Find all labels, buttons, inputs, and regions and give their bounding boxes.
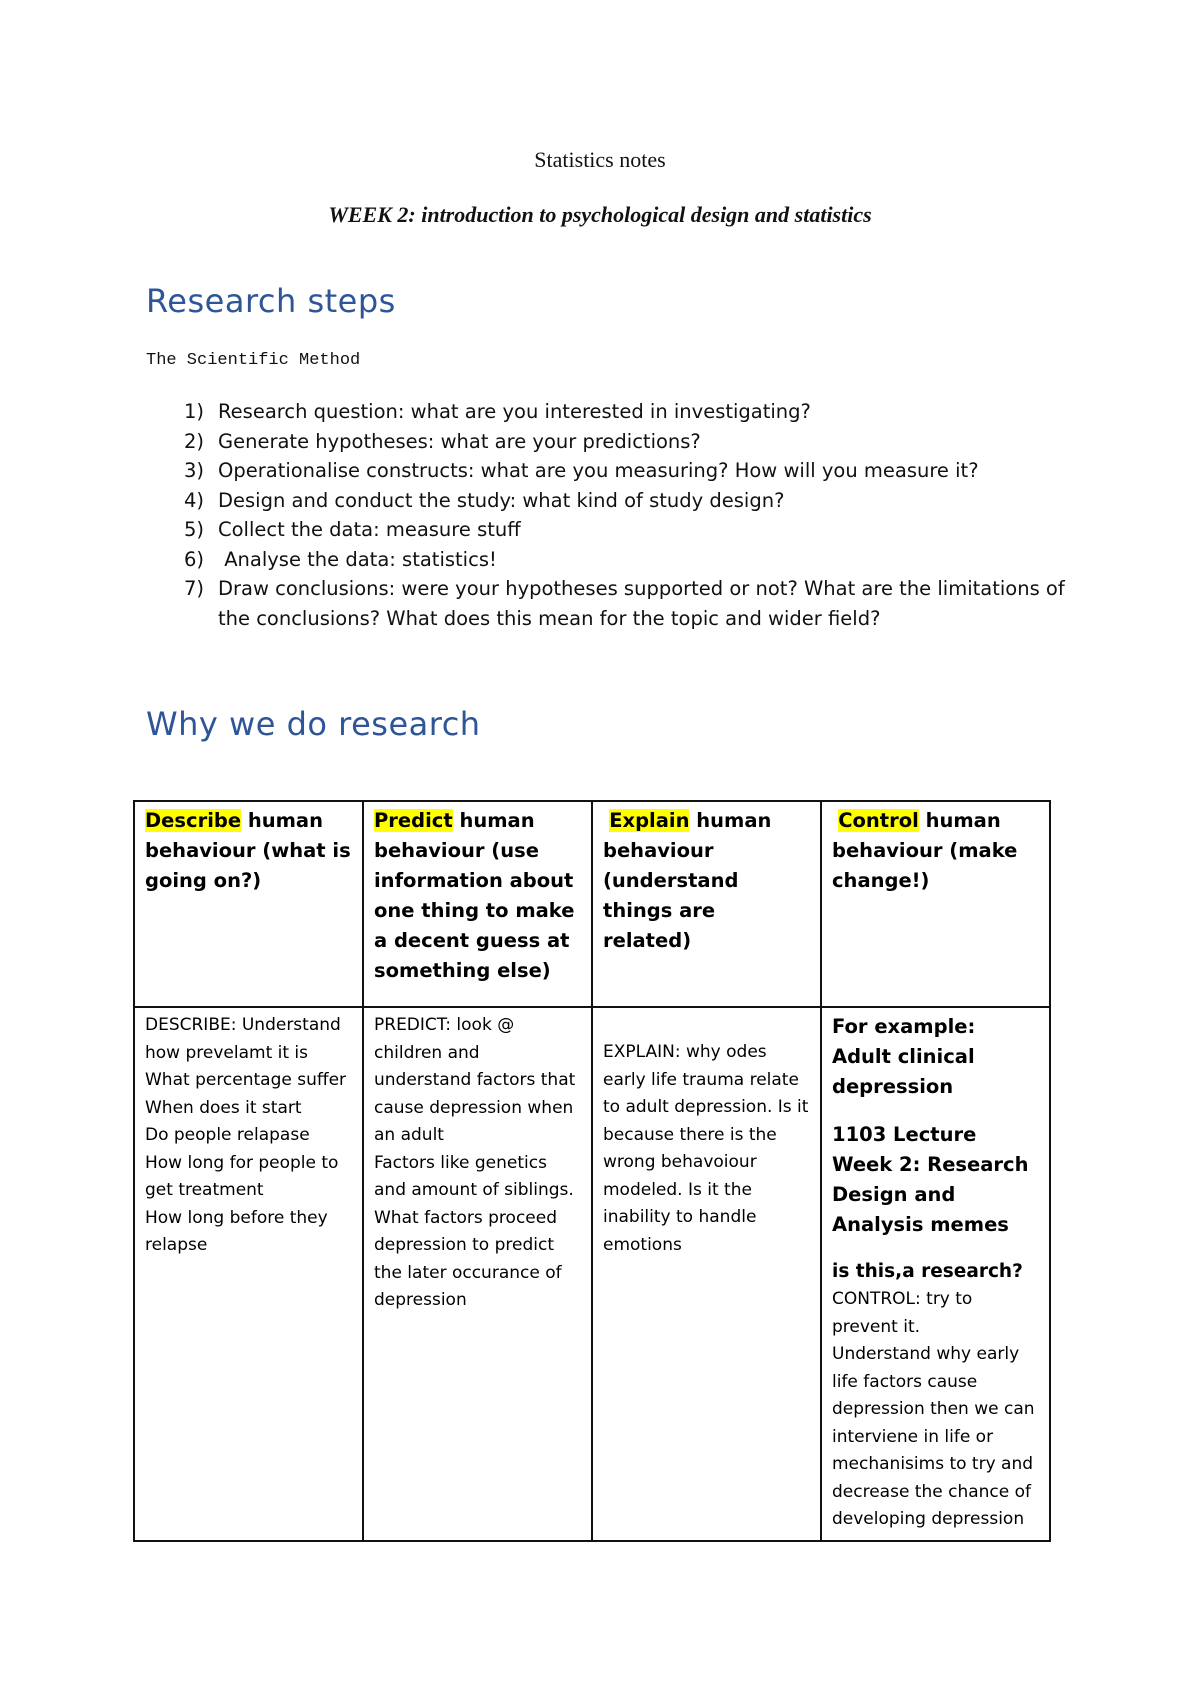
document-subtitle: WEEK 2: introduction to psychological design and statistics [328,202,872,227]
research-purposes-table [133,800,1051,1542]
research-steps-list [146,397,1066,633]
list-item-text: Analyse the data: statistics! [218,547,497,571]
table-cell-control-body [821,1007,1050,1541]
table-cell-control-head [821,801,1050,1007]
cell-text: PREDICT: look @ children and understand factors that cause depression when an adult Factors like genetics and amount of siblings. What factors proceed depression to predict the later occurance of depression [374,1015,576,1310]
cell-text: human behaviour (make change!) [832,809,1018,892]
list-item-text: Collect the data: measure stuff [218,518,521,541]
list-item-number: 4) [184,488,205,512]
list-item [146,574,1066,633]
list-item-text: Operationalise constructs: what are you measuring? How will you measure it? [218,459,979,482]
table-cell-predict-head [363,801,592,1007]
highlight-keyword: Explain [609,809,690,832]
table-cell-explain-body [592,1007,821,1541]
list-item-text: Research question: what are you interested in investigating? [218,400,811,423]
table-cell-describe-body [134,1007,363,1541]
list-item-text: Draw conclusions: were your hypotheses supported or not? What are the limitations of the conclusions? What does this mean for the topic and wider field? [218,577,1065,630]
document-title: Statistics notes [534,147,666,172]
list-item [146,545,1066,575]
table-row [134,801,1050,1007]
list-item-number: 5) [184,518,205,541]
table-cell-describe-head [134,801,363,1007]
table-cell-explain-head [592,801,821,1007]
cell-text: human behaviour (understand things are related) [603,809,772,952]
table-row [134,1007,1050,1541]
why-research-heading: Why we do research [146,705,481,743]
cell-text: human behaviour (use information about one thing to make a decent guess at something else) [374,809,575,982]
list-item-number: 3) [184,459,205,482]
list-item-number: 7) [184,577,205,600]
table-cell-predict-body [363,1007,592,1541]
highlight-keyword: Describe [145,809,242,832]
scientific-method-label: The Scientific Method [146,351,361,370]
cell-text: EXPLAIN: why odes early life trauma relate to adult depression. Is it because there is the wrong behavoiour modeled. Is it the inability to handle emotions [603,1042,809,1255]
list-item-text: Design and conduct the study: what kind of study design? [218,488,785,512]
cell-text: human behaviour (what is going on?) [145,809,351,892]
research-steps-heading: Research steps [146,282,396,320]
list-item [146,397,1066,427]
highlight-keyword: Control [838,809,919,832]
cell-example-text: For example: Adult clinical depression [832,1015,976,1098]
cell-question-text: is this,a research? [832,1261,1023,1282]
highlight-keyword: Predict [374,809,453,832]
cell-text: DESCRIBE: Understand how prevelamt it is What percentage suffer When does it start Do people relapase How long for people to get treatment How long before they relapse [145,1015,347,1255]
list-item-number: 1) [184,400,205,423]
list-item-number: 2) [184,429,205,453]
cell-lecture-text: 1103 Lecture Week 2: Research Design and Analysis memes [832,1123,1029,1236]
list-item-text: Generate hypotheses: what are your predictions? [218,429,701,453]
list-item [146,515,1066,545]
list-item [146,427,1066,457]
list-item [146,486,1066,516]
list-item-number: 6) [184,547,205,571]
list-item [146,456,1066,486]
cell-text: CONTROL: try to prevent it. Understand why early life factors cause depression then we can interviene in life or mechanisims to try and decrease the chance of developing depression [832,1289,1035,1529]
